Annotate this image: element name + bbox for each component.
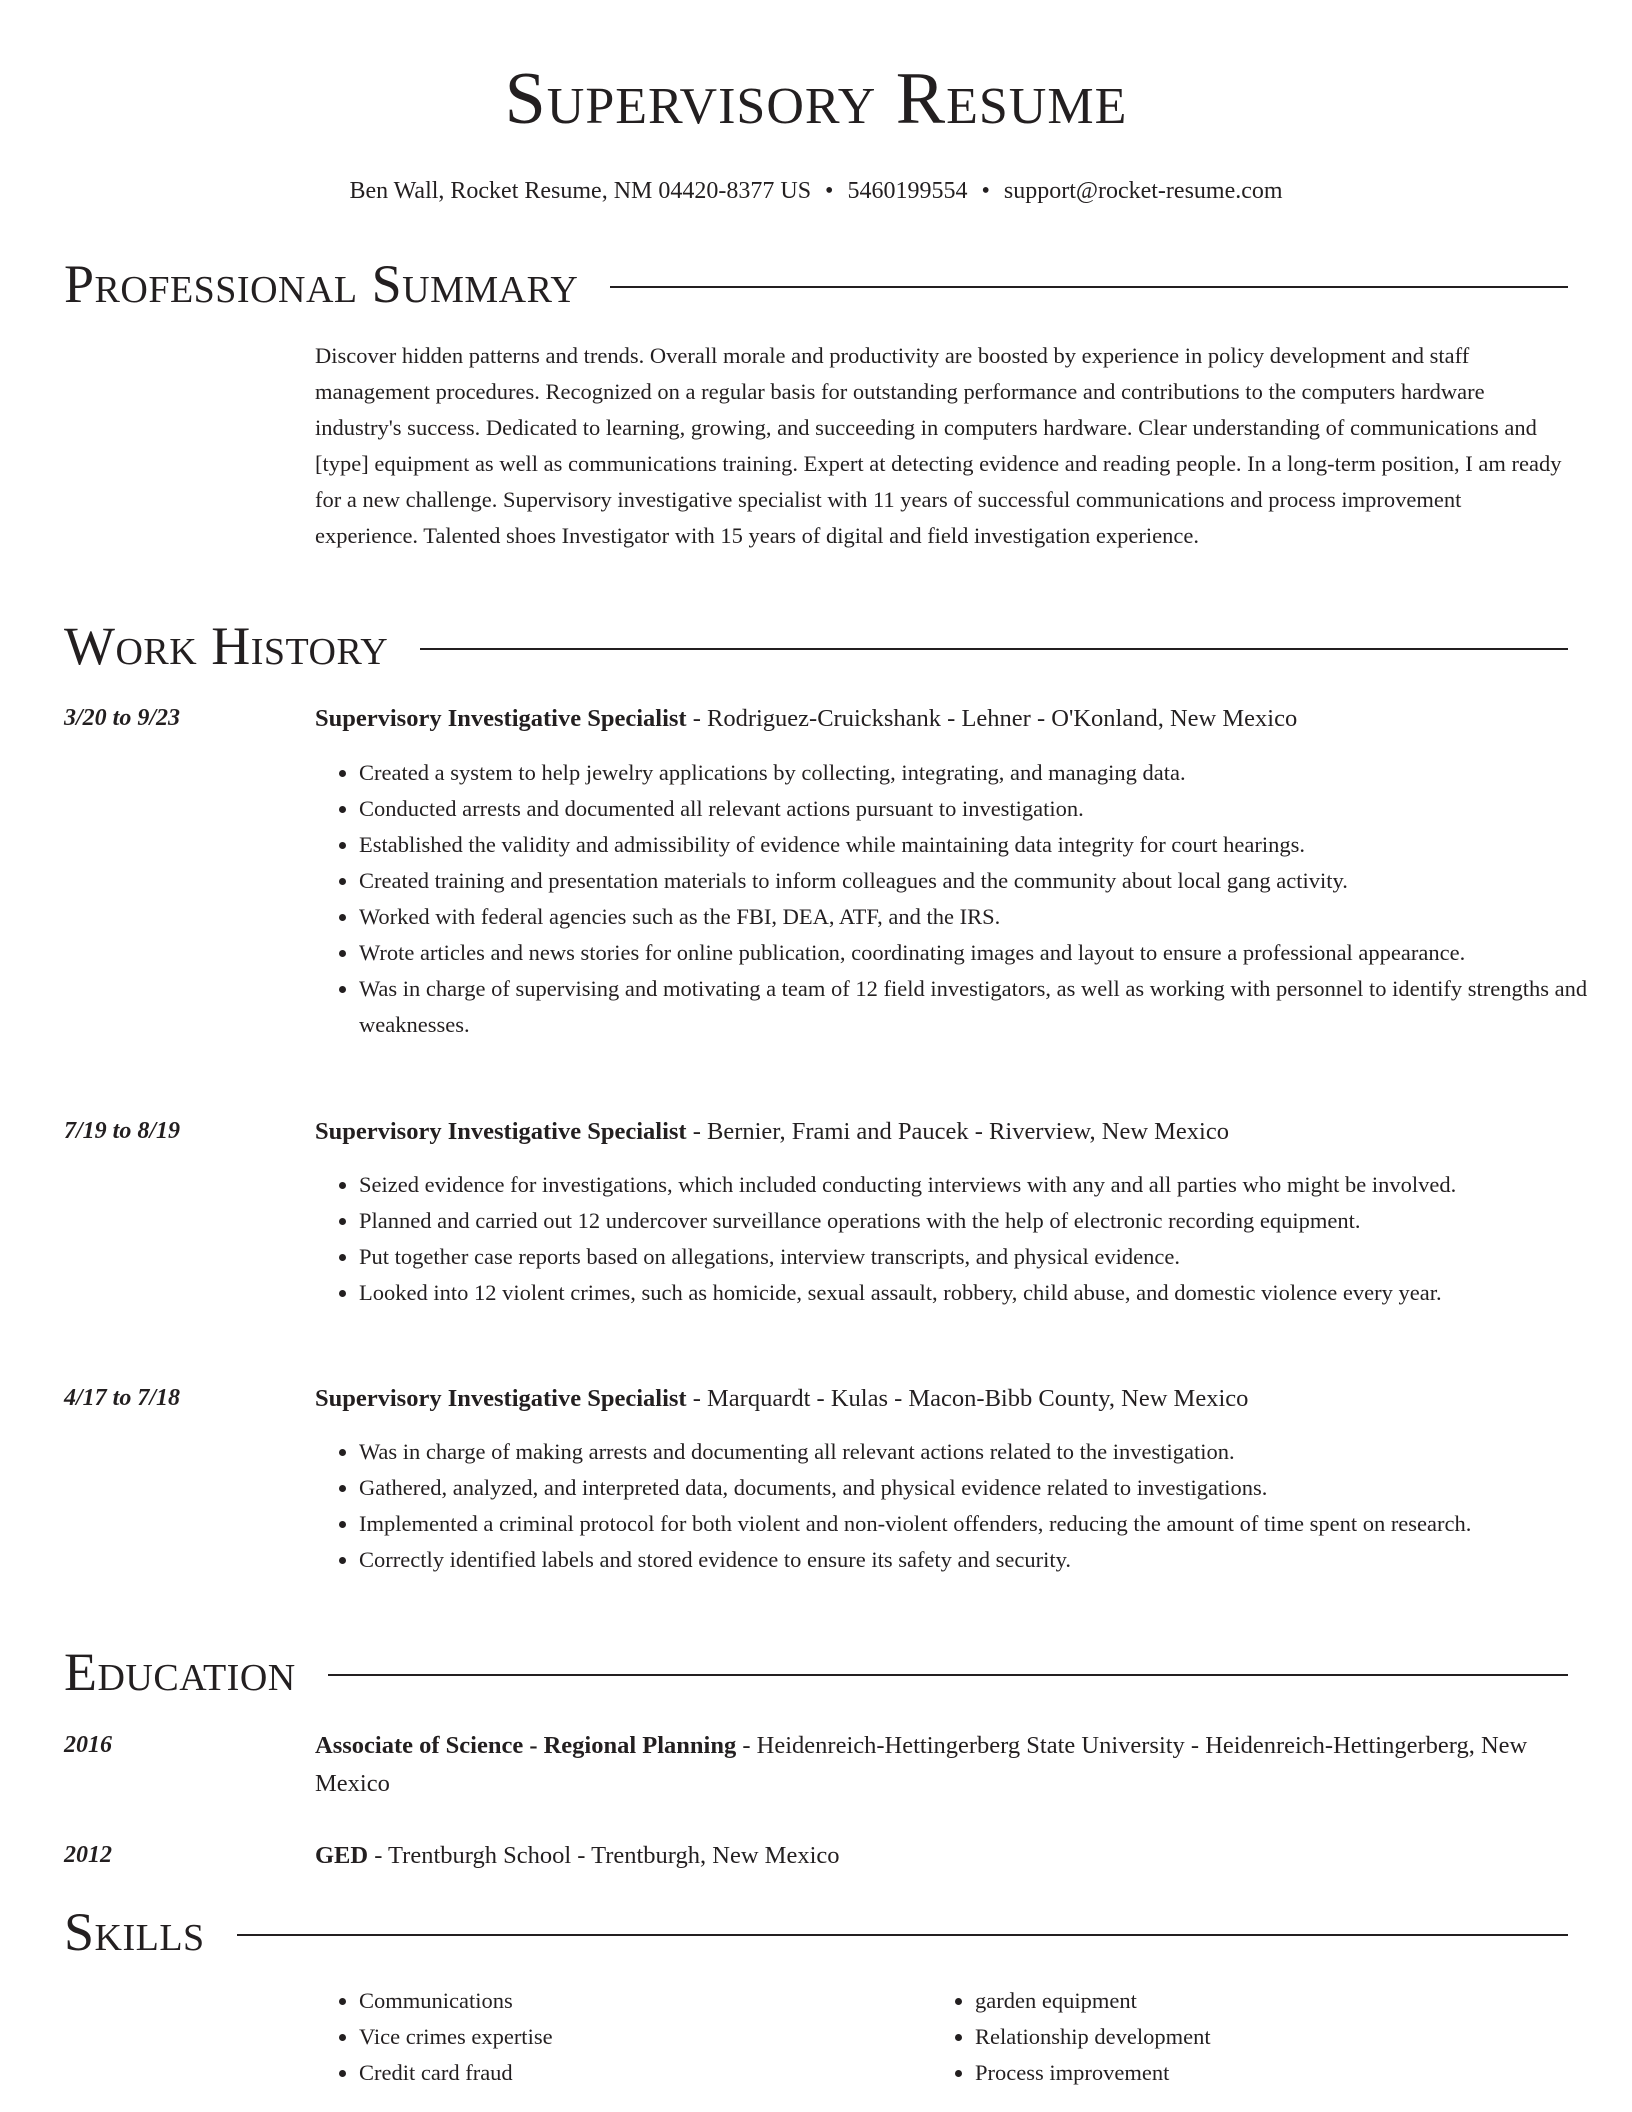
- section-title-work: Work History: [64, 616, 389, 676]
- work-dates: 3/20 to 9/23: [64, 705, 181, 731]
- education-heading: [315, 1837, 1568, 1875]
- contact-email: support@rocket-resume.com: [1003, 178, 1283, 204]
- skill-item: • Credit card fraud: [359, 2055, 919, 2091]
- list-item: • Conducted arrests and documented all relevant actions pursuant to investigation.: [359, 791, 1612, 827]
- work-dates: 4/17 to 7/18: [64, 1385, 181, 1411]
- list-item: • Looked into 12 violent crimes, such as homicide, sexual assault, robbery, child abuse, and domestic violence every year.: [359, 1275, 1612, 1311]
- section-header-summary: [64, 254, 1568, 314]
- summary-text: Discover hidden patterns and trends. Overall morale and productivity are boosted by experience in policy development and staff management procedures. Recognized on a regular basis for outstanding performance and contributions to the computers hardware industry's success. Dedicated to learning, growing, and succeeding in computers hardware. Clear understanding of communications and [type] equipment as well as communications training. Expert at detecting evidence and reading people. In a long-term position, I am ready for a new challenge. Supervisory investigative specialist with 11 years of successful communications and process improvement experience. Talented shoes Investigator with 15 years of digital and field investigation experience.: [315, 343, 1562, 548]
- list-item: • Planned and carried out 12 undercover surveillance operations with the help of electronic recording equipment.: [359, 1203, 1612, 1239]
- list-item: • Established the validity and admissibility of evidence while maintaining data integrity for court hearings.: [359, 827, 1612, 863]
- section-header-education: [64, 1642, 1568, 1702]
- list-item: • Wrote articles and news stories for online publication, coordinating images and layout to ensure a professional appearance.: [359, 935, 1612, 971]
- list-item: • Correctly identified labels and stored evidence to ensure its safety and security.: [359, 1542, 1612, 1578]
- contact-separator: •: [825, 178, 834, 204]
- job-employer: - Rodriguez-Cruickshank - Lehner - O'Konland, New Mexico: [686, 705, 1298, 732]
- list-item: • Worked with federal agencies such as the FBI, DEA, ATF, and the IRS.: [359, 899, 1612, 935]
- work-bullets: [315, 755, 1612, 1043]
- list-item: • Implemented a criminal protocol for both violent and non-violent offenders, reducing the amount of time spent on research.: [359, 1506, 1612, 1542]
- list-item: • Was in charge of supervising and motivating a team of 12 field investigators, as well as working with personnel to identify strengths and weaknesses.: [359, 971, 1612, 1043]
- education-year: 2012: [64, 1842, 112, 1868]
- contact-line: [64, 176, 1568, 206]
- skills-list-left: [315, 1983, 919, 2091]
- job-title: Supervisory Investigative Specialist: [315, 705, 687, 732]
- degree-name: GED: [315, 1842, 369, 1869]
- list-item: • Created training and presentation materials to inform colleagues and the community about local gang activity.: [359, 863, 1612, 899]
- school-details: - Heidenreich-Hettingerberg State University - Heidenreich-Hettingerberg, New Mexico: [315, 1732, 1528, 1797]
- section-rule: [420, 648, 1568, 650]
- work-dates: 7/19 to 8/19: [64, 1118, 181, 1144]
- section-title-education: Education: [64, 1642, 296, 1702]
- list-item: • Created a system to help jewelry applications by collecting, integrating, and managing data.: [359, 755, 1612, 791]
- education-heading: [315, 1727, 1568, 1803]
- job-title: Supervisory Investigative Specialist: [315, 1385, 687, 1412]
- contact-phone: 5460199554: [847, 178, 968, 204]
- list-item: • Was in charge of making arrests and documenting all relevant actions related to the investigation.: [359, 1434, 1612, 1470]
- contact-separator: •: [981, 178, 990, 204]
- skill-item: • Relationship development: [975, 2019, 1535, 2055]
- list-item: • Gathered, analyzed, and interpreted data, documents, and physical evidence related to investigations.: [359, 1470, 1612, 1506]
- work-bullets: [315, 1434, 1612, 1578]
- section-rule: [328, 1674, 1568, 1676]
- work-bullets: [315, 1167, 1612, 1311]
- section-rule: [610, 286, 1568, 288]
- job-employer: - Marquardt - Kulas - Macon-Bibb County, New Mexico: [686, 1385, 1249, 1412]
- list-item: • Put together case reports based on allegations, interview transcripts, and physical evidence.: [359, 1239, 1612, 1275]
- skills-list-right: [931, 1983, 1535, 2091]
- work-heading: [315, 1113, 1568, 1151]
- work-heading: [315, 1380, 1568, 1418]
- section-header-work: [64, 616, 1568, 676]
- section-header-skills: [64, 1902, 1568, 1962]
- education-year: 2016: [64, 1732, 112, 1758]
- section-title-summary: Professional Summary: [64, 254, 579, 314]
- resume-title: Supervisory Resume: [504, 58, 1128, 140]
- skill-item: • Communications: [359, 1983, 919, 2019]
- contact-address: Ben Wall, Rocket Resume, NM 04420-8377 US: [349, 178, 812, 204]
- school-details: - Trentburgh School - Trentburgh, New Mexico: [368, 1842, 840, 1869]
- section-title-skills: Skills: [64, 1902, 205, 1962]
- skill-item: • garden equipment: [975, 1983, 1535, 2019]
- skill-item: • Process improvement: [975, 2055, 1535, 2091]
- work-heading: [315, 700, 1568, 738]
- skill-item: • Vice crimes expertise: [359, 2019, 919, 2055]
- section-rule: [237, 1934, 1568, 1936]
- job-employer: - Bernier, Frami and Paucek - Riverview, New Mexico: [686, 1118, 1229, 1145]
- list-item: • Seized evidence for investigations, which included conducting interviews with any and all parties who might be involved.: [359, 1167, 1612, 1203]
- degree-name: Associate of Science - Regional Planning: [315, 1732, 737, 1759]
- job-title: Supervisory Investigative Specialist: [315, 1118, 687, 1145]
